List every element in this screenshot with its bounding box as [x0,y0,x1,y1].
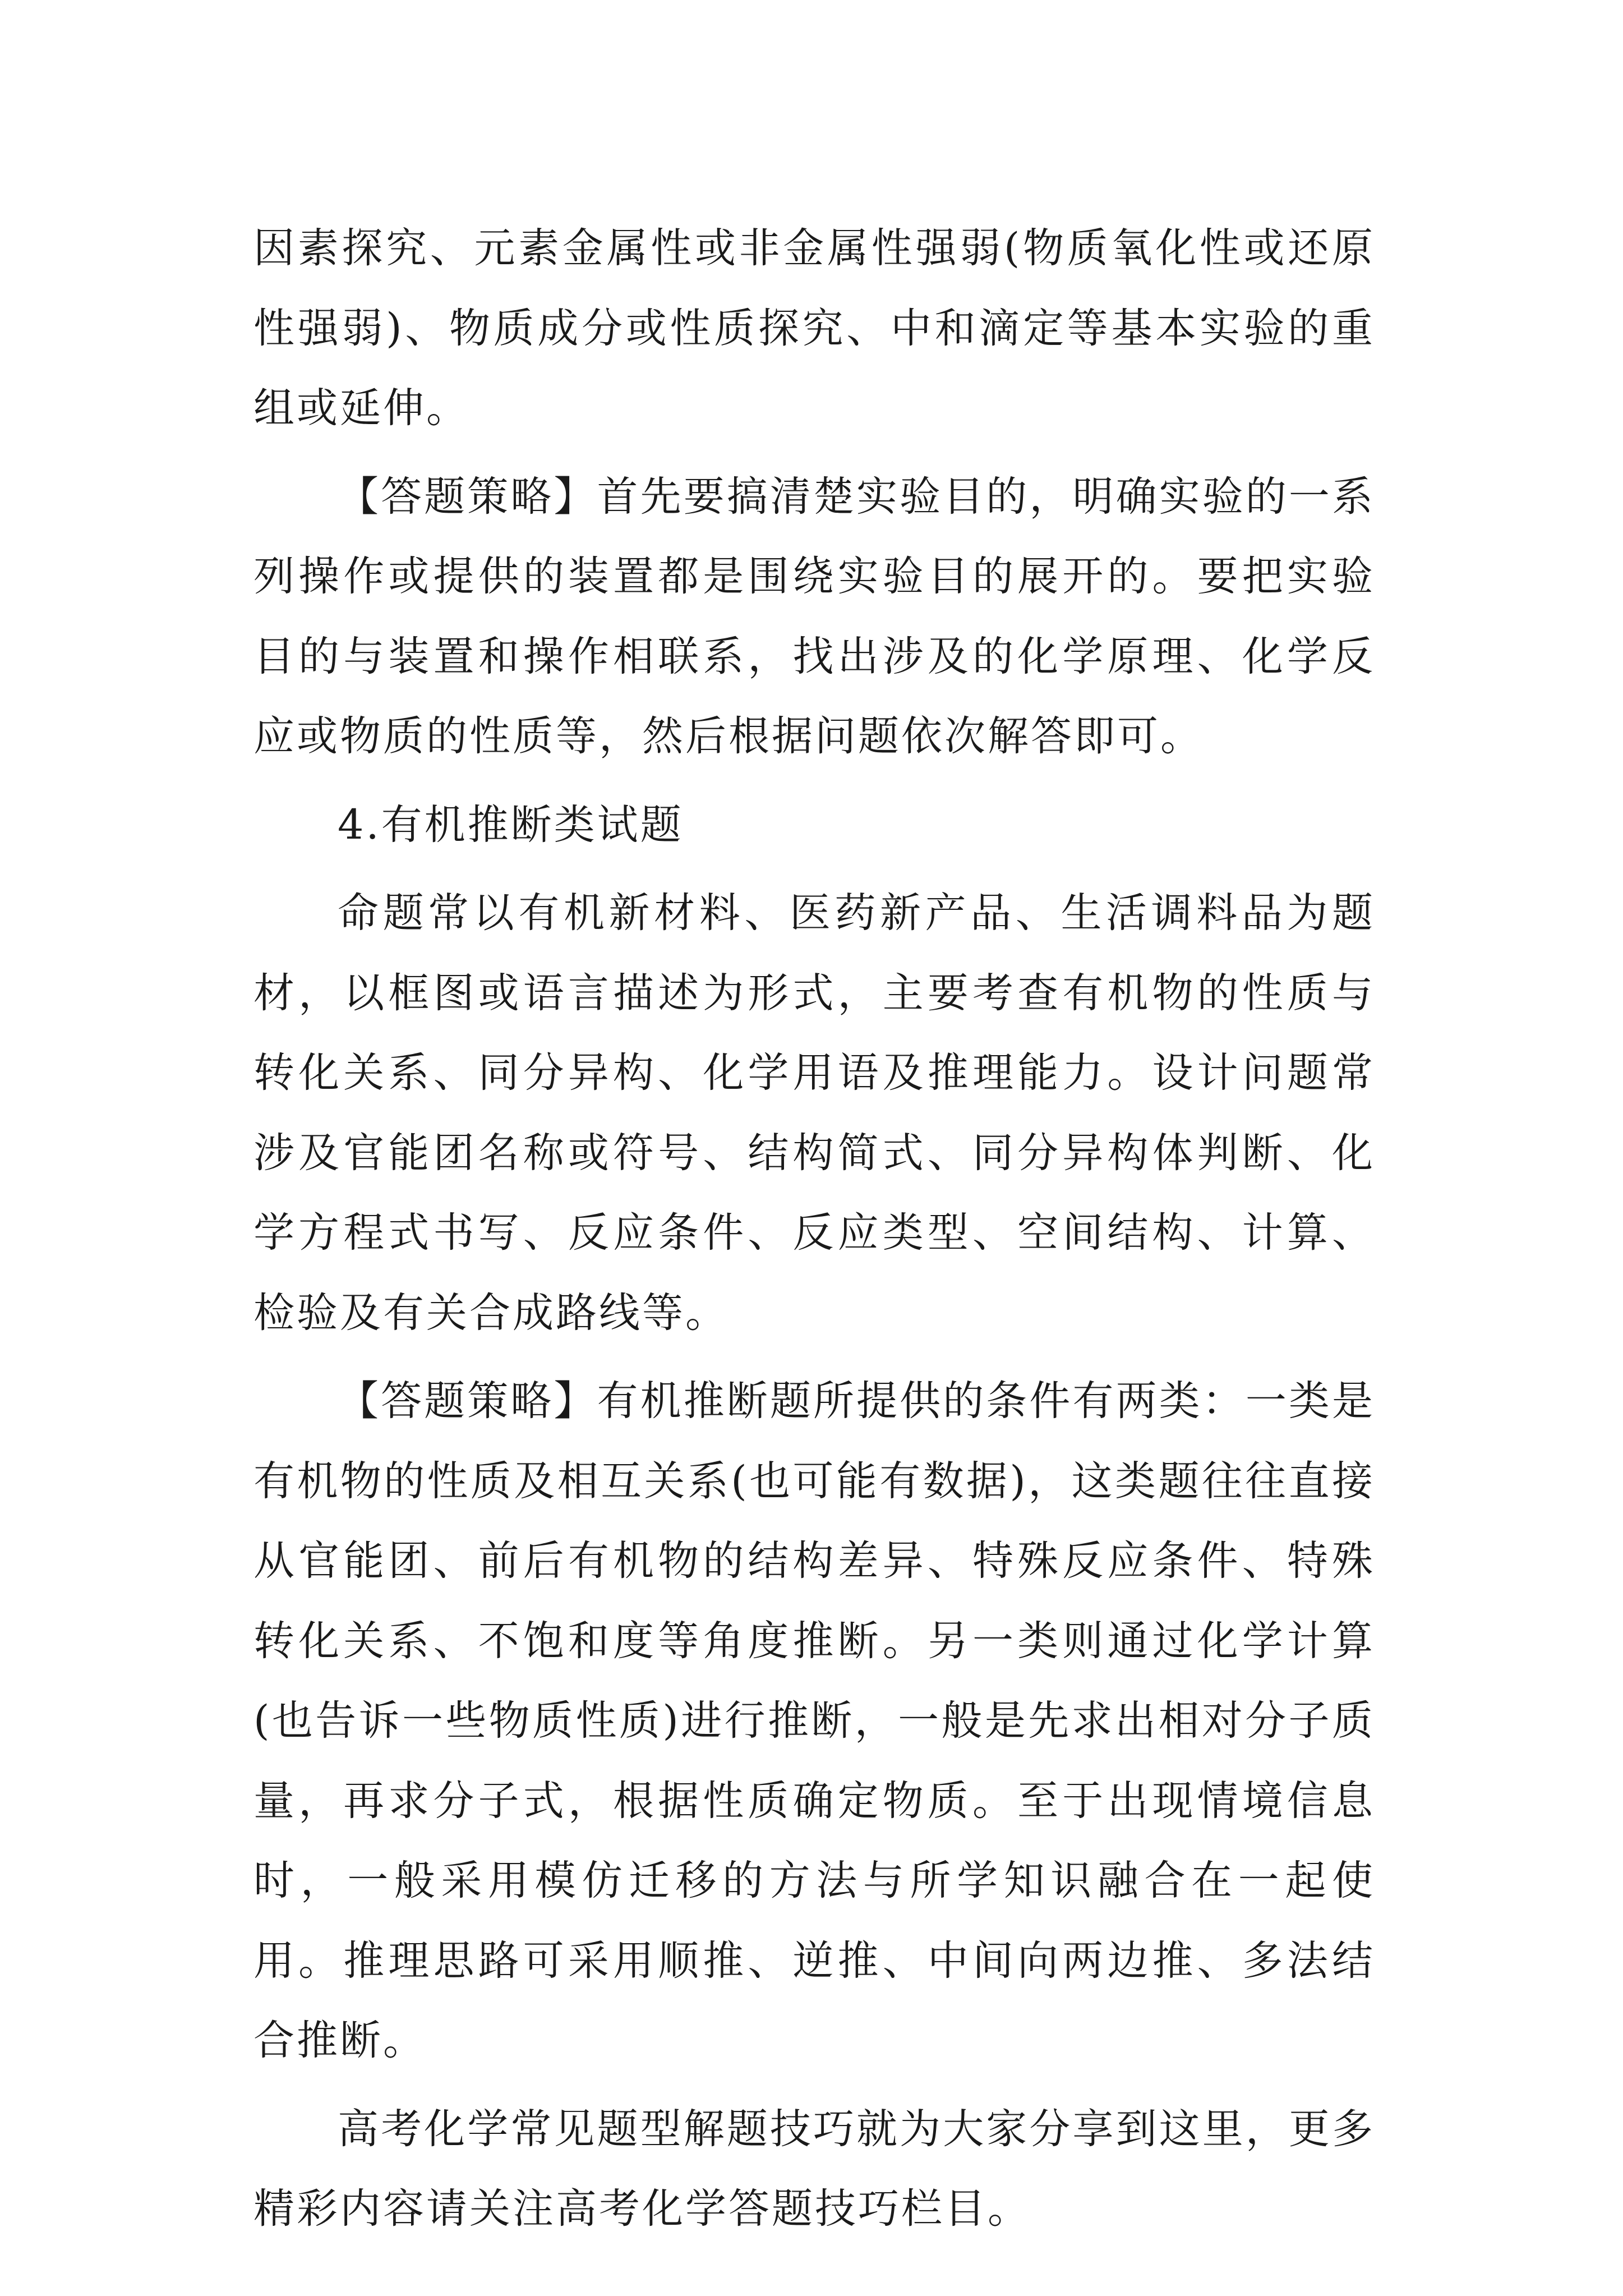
paragraph-answer-strategy-experiment: 【答题策略】首先要搞清楚实验目的，明确实验的一系列操作或提供的装置都是围绕实验目的展开的。要把实验目的与装置和操作相联系，找出涉及的化学原理、化学反应或物质的性质等，然后根据问题依次解答即可。 [253,472,1375,760]
paragraph-gap [253,1353,1375,1361]
paragraph-answer-strategy-organic: 【答题策略】有机推断题所提供的条件有两类：一类是有机物的性质及相互关系(也可能有数据)，这类题往往直接从官能团、前后有机物的结构差异、特殊反应条件、特殊转化关系、不饱和度等角度推断。另一类则通过化学计算(也告诉一些物质性质)进行推断，一般是先求出相对分子质量，再求分子式，根据性质确定物质。至于出现情境信息时，一般采用模仿迁移的方法与所学知识融合在一起使用。推理思路可采用顺推、逆推、中间向两边推、多法结合推断。 [253,1377,1375,2064]
paragraph-gap [253,2081,1375,2090]
paragraph-gap [253,449,1375,457]
section-heading-organic-inference: 4.有机推断类试题 [338,800,684,849]
paragraph-gap [253,865,1375,873]
paragraph-organic-description: 命题常以有机新材料、医药新产品、生活调料品为题材，以框图或语言描述为形式，主要考查有机物的性质与转化关系、同分异构、化学用语及推理能力。设计问题常涉及官能团名称或符号、结构简式、同分异构体判断、化学方程式书写、反应条件、反应类型、空间结构、计算、检验及有关合成路线等。 [253,889,1375,1337]
document-body [253,209,1375,2249]
paragraph-gap [253,777,1375,785]
paragraph-closing: 高考化学常见题型解题技巧就为大家分享到这里，更多精彩内容请关注高考化学答题技巧栏目。 [253,2105,1375,2233]
paragraph-continuation: 因素探究、元素金属性或非金属性强弱(物质氧化性或还原性强弱)、物质成分或性质探究、中和滴定等基本实验的重组或延伸。 [253,224,1375,432]
